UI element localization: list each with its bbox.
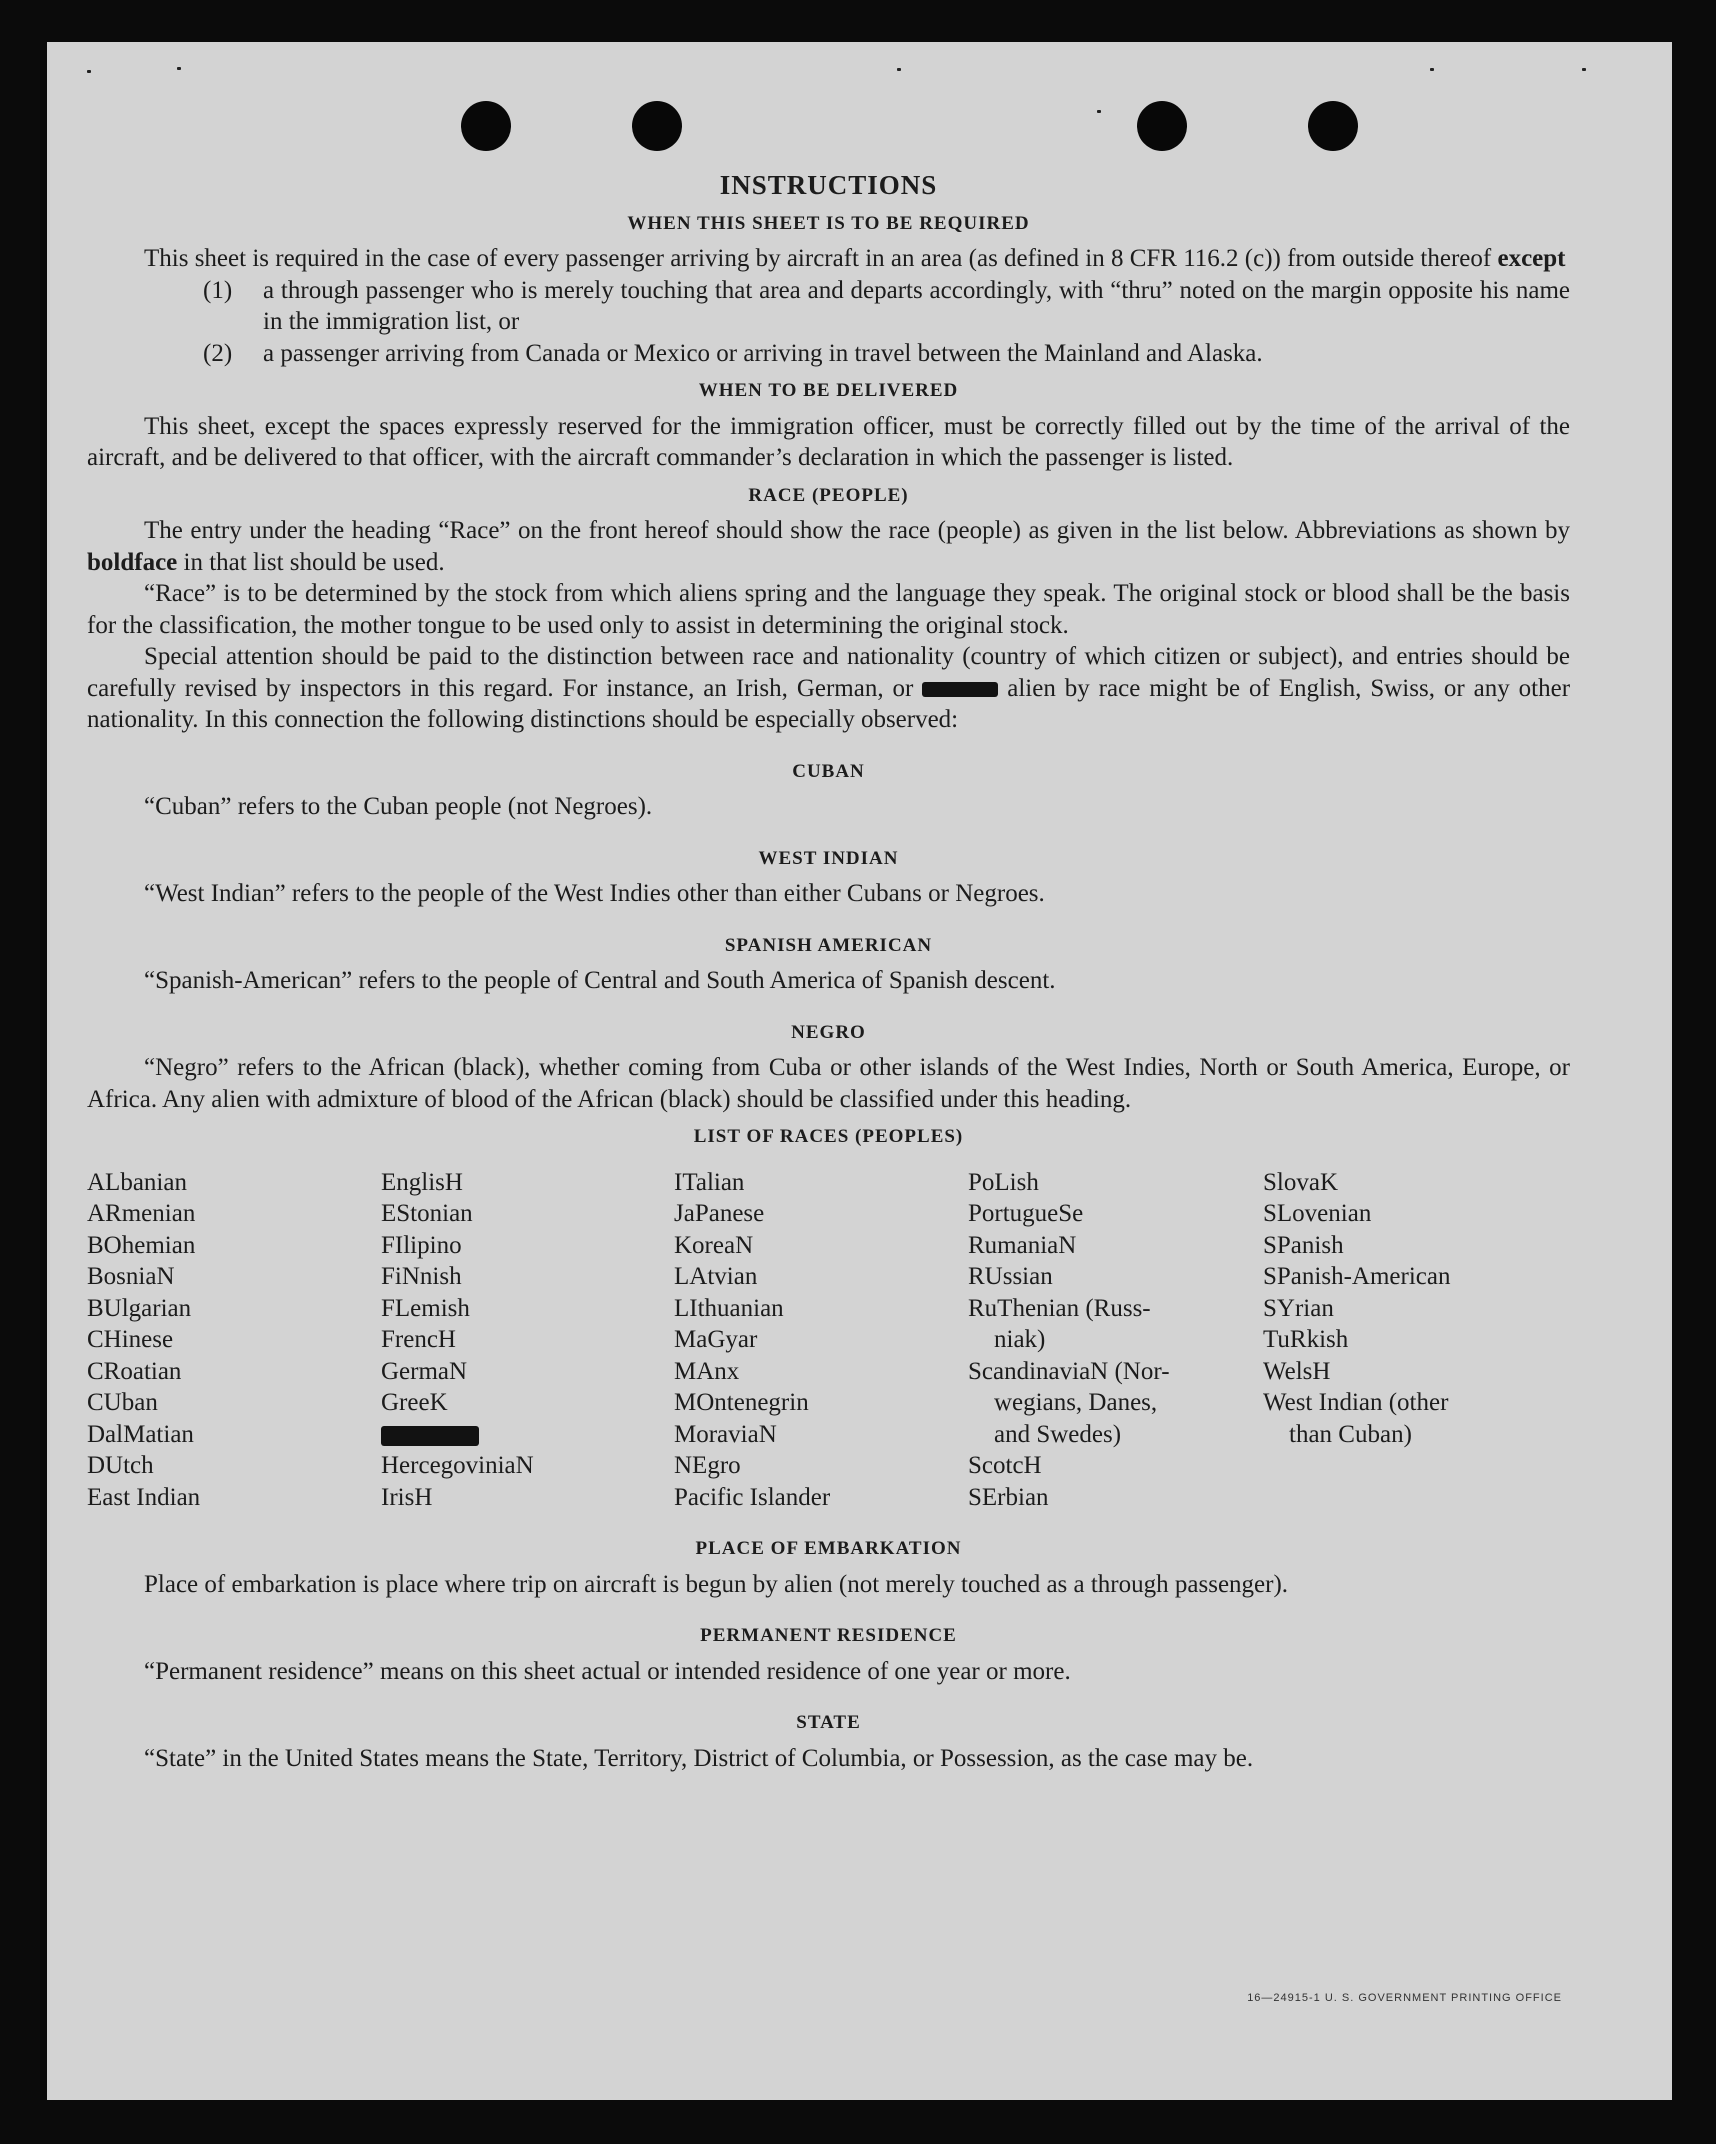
document-sheet xyxy=(47,42,1672,2100)
section-heading: WHEN THIS SHEET IS TO BE REQUIRED xyxy=(627,212,1030,234)
race-entry-redacted xyxy=(381,1419,674,1451)
race-entry: RUssian xyxy=(968,1263,1053,1290)
redaction-mark xyxy=(922,682,998,697)
race-entry: SYrian xyxy=(1263,1294,1334,1322)
race-entry: GreeK xyxy=(381,1389,448,1416)
section-heading: CUBAN xyxy=(792,760,865,782)
race-entry: ITalian xyxy=(674,1168,745,1196)
paragraph: Special attention should be paid to the distinction between race and nationality (country of which citizen or subject), and entries should be carefully revised by inspectors in this regard. For instance, an Irish, German, or alien by race might be of English, Swiss, or any other nationality. In this connection the following distinctions should be especially observed: xyxy=(87,643,1571,733)
race-entry: TuRkish xyxy=(1263,1326,1349,1353)
race-entry: FIlipino xyxy=(381,1231,462,1259)
paragraph: This sheet, except the spaces expressly reserved for the immigration officer, must be correctly filled out by the time of the arrival of the aircraft, and be delivered to that officer, with the aircraft commander’s declaration in which the passenger is listed. xyxy=(87,412,1570,471)
race-entry: DalMatian xyxy=(87,1420,194,1448)
race-entry: Pacific Islander xyxy=(674,1483,831,1511)
punch-hole xyxy=(461,101,511,151)
section-heading: PLACE OF EMBARKATION xyxy=(695,1538,962,1559)
section-heading: PERMANENT RESIDENCE xyxy=(700,1625,957,1646)
race-entry: DUtch xyxy=(87,1452,154,1479)
race-entry: MAnx xyxy=(674,1357,740,1385)
race-entry: and Swedes) xyxy=(994,1420,1122,1448)
race-entry: FrencH xyxy=(381,1326,456,1353)
paragraph: “State” in the United States means the State, Territory, District of Columbia, or Possession, as the case may be. xyxy=(144,1744,1254,1772)
race-entry: LIthuanian xyxy=(674,1294,784,1322)
race-column xyxy=(674,1167,968,1514)
section-heading: LIST OF RACES (PEOPLES) xyxy=(693,1126,964,1147)
race-entry: PoLish xyxy=(968,1168,1039,1196)
speck xyxy=(1097,110,1101,113)
race-entry: ScotcH xyxy=(968,1452,1042,1479)
paragraph: Place of embarkation is place where trip on aircraft is begun by alien (not merely touched as a through passenger). xyxy=(144,1570,1289,1598)
race-entry: ALbanian xyxy=(87,1168,187,1196)
race-entry: BOhemian xyxy=(87,1231,196,1259)
punch-hole xyxy=(632,101,682,151)
race-entry: SlovaK xyxy=(1263,1168,1338,1196)
paragraph: “Spanish-American” refers to the people of Central and South America of Spanish descent. xyxy=(144,967,1056,994)
race-entry: HercegoviniaN xyxy=(381,1452,534,1479)
section-heading: NEGRO xyxy=(791,1021,866,1043)
page-title: INSTRUCTIONS xyxy=(719,170,938,200)
speck xyxy=(177,67,181,70)
race-entry: SPanish-American xyxy=(1263,1263,1451,1290)
race-column xyxy=(968,1167,1263,1514)
race-entry: FiNnish xyxy=(381,1263,462,1290)
race-entry: than Cuban) xyxy=(1289,1420,1412,1448)
paragraph: “Cuban” refers to the Cuban people (not Negroes). xyxy=(144,793,653,820)
race-entry: FLemish xyxy=(381,1294,470,1322)
race-entry: SLovenian xyxy=(1263,1200,1372,1227)
race-entry: CRoatian xyxy=(87,1357,182,1385)
race-entry: EnglisH xyxy=(381,1168,463,1196)
race-entry: East Indian xyxy=(87,1483,201,1511)
race-entry: CHinese xyxy=(87,1326,174,1353)
race-entry: MOntenegrin xyxy=(674,1389,809,1416)
race-entry: ScandinaviaN (Nor- xyxy=(968,1357,1170,1385)
speck xyxy=(87,70,91,73)
race-entry: BUlgarian xyxy=(87,1294,192,1322)
section-heading: STATE xyxy=(796,1712,861,1733)
printer-imprint: 16—24915-1 U. S. GOVERNMENT PRINTING OFFICE xyxy=(1247,1992,1562,2004)
punch-hole xyxy=(1308,101,1358,151)
race-column xyxy=(1263,1167,1563,1514)
race-column xyxy=(87,1167,381,1514)
list-item: (2) a passenger arriving from Canada or Mexico or arriving in travel between the Mainland and Alaska. xyxy=(203,339,1263,367)
race-entry: wegians, Danes, xyxy=(994,1389,1158,1416)
race-entry: BosniaN xyxy=(87,1263,175,1290)
speck xyxy=(1582,68,1586,71)
instructions-content xyxy=(87,170,1570,1774)
section-heading: RACE (PEOPLE) xyxy=(748,484,909,506)
paragraph: This sheet is required in the case of every passenger arriving by aircraft in an area (as defined in 8 CFR 116.2 (c)) from outside thereof except xyxy=(144,245,1566,272)
paragraph: “Permanent residence” means on this sheet actual or intended residence of one year or more. xyxy=(144,1657,1071,1685)
paragraph: “Race” is to be determined by the stock from which aliens spring and the language they speak. The original stock or blood shall be the basis for the classification, the mother tongue to be used only to assist in determining the original stock. xyxy=(87,580,1570,639)
paragraph: “Negro” refers to the African (black), whether coming from Cuba or other islands of the West Indies, North or South America, Europe, or Africa. Any alien with admixture of blood of the African (black) should be classified under this heading. xyxy=(87,1054,1570,1113)
race-entry: RumaniaN xyxy=(968,1231,1077,1259)
race-entry: KoreaN xyxy=(674,1231,754,1259)
race-entry: MaGyar xyxy=(674,1326,758,1353)
paragraph: The entry under the heading “Race” on the front hereof should show the race (people) as given in the list below. Abbreviations as shown by boldface in that list should be used. xyxy=(87,517,1570,576)
race-entry: WelsH xyxy=(1263,1357,1331,1385)
paragraph: “West Indian” refers to the people of the West Indies other than either Cubans or Negroes. xyxy=(144,880,1045,907)
race-entry: MoraviaN xyxy=(674,1420,777,1448)
race-entry: RuThenian (Russ- xyxy=(968,1294,1151,1322)
list-item: (1) a through passenger who is merely touching that area and departs accordingly, with “thru” noted on the margin opposite his name in the immigration list, or xyxy=(203,276,1570,335)
redaction-mark xyxy=(381,1426,479,1446)
race-entry: JaPanese xyxy=(674,1200,765,1227)
race-column xyxy=(381,1167,674,1514)
race-entry: EStonian xyxy=(381,1200,473,1227)
race-entry: SPanish xyxy=(1263,1231,1344,1259)
race-entry: NEgro xyxy=(674,1452,741,1479)
race-entry: SErbian xyxy=(968,1483,1049,1511)
speck xyxy=(1430,68,1434,71)
race-entry: West Indian (other xyxy=(1263,1389,1449,1416)
race-entry: GermaN xyxy=(381,1357,468,1385)
race-entry: niak) xyxy=(994,1326,1046,1353)
section-heading: SPANISH AMERICAN xyxy=(724,934,933,956)
race-entry: IrisH xyxy=(381,1483,433,1511)
race-entry: PortugueSe xyxy=(968,1200,1084,1227)
race-entry: CUban xyxy=(87,1389,158,1416)
race-entry: LAtvian xyxy=(674,1263,758,1290)
punch-hole xyxy=(1137,101,1187,151)
section-heading: WEST INDIAN xyxy=(758,847,899,869)
race-entry: ARmenian xyxy=(87,1200,196,1227)
race-list xyxy=(87,1167,1570,1514)
speck xyxy=(897,68,901,71)
section-heading: WHEN TO BE DELIVERED xyxy=(698,380,959,401)
